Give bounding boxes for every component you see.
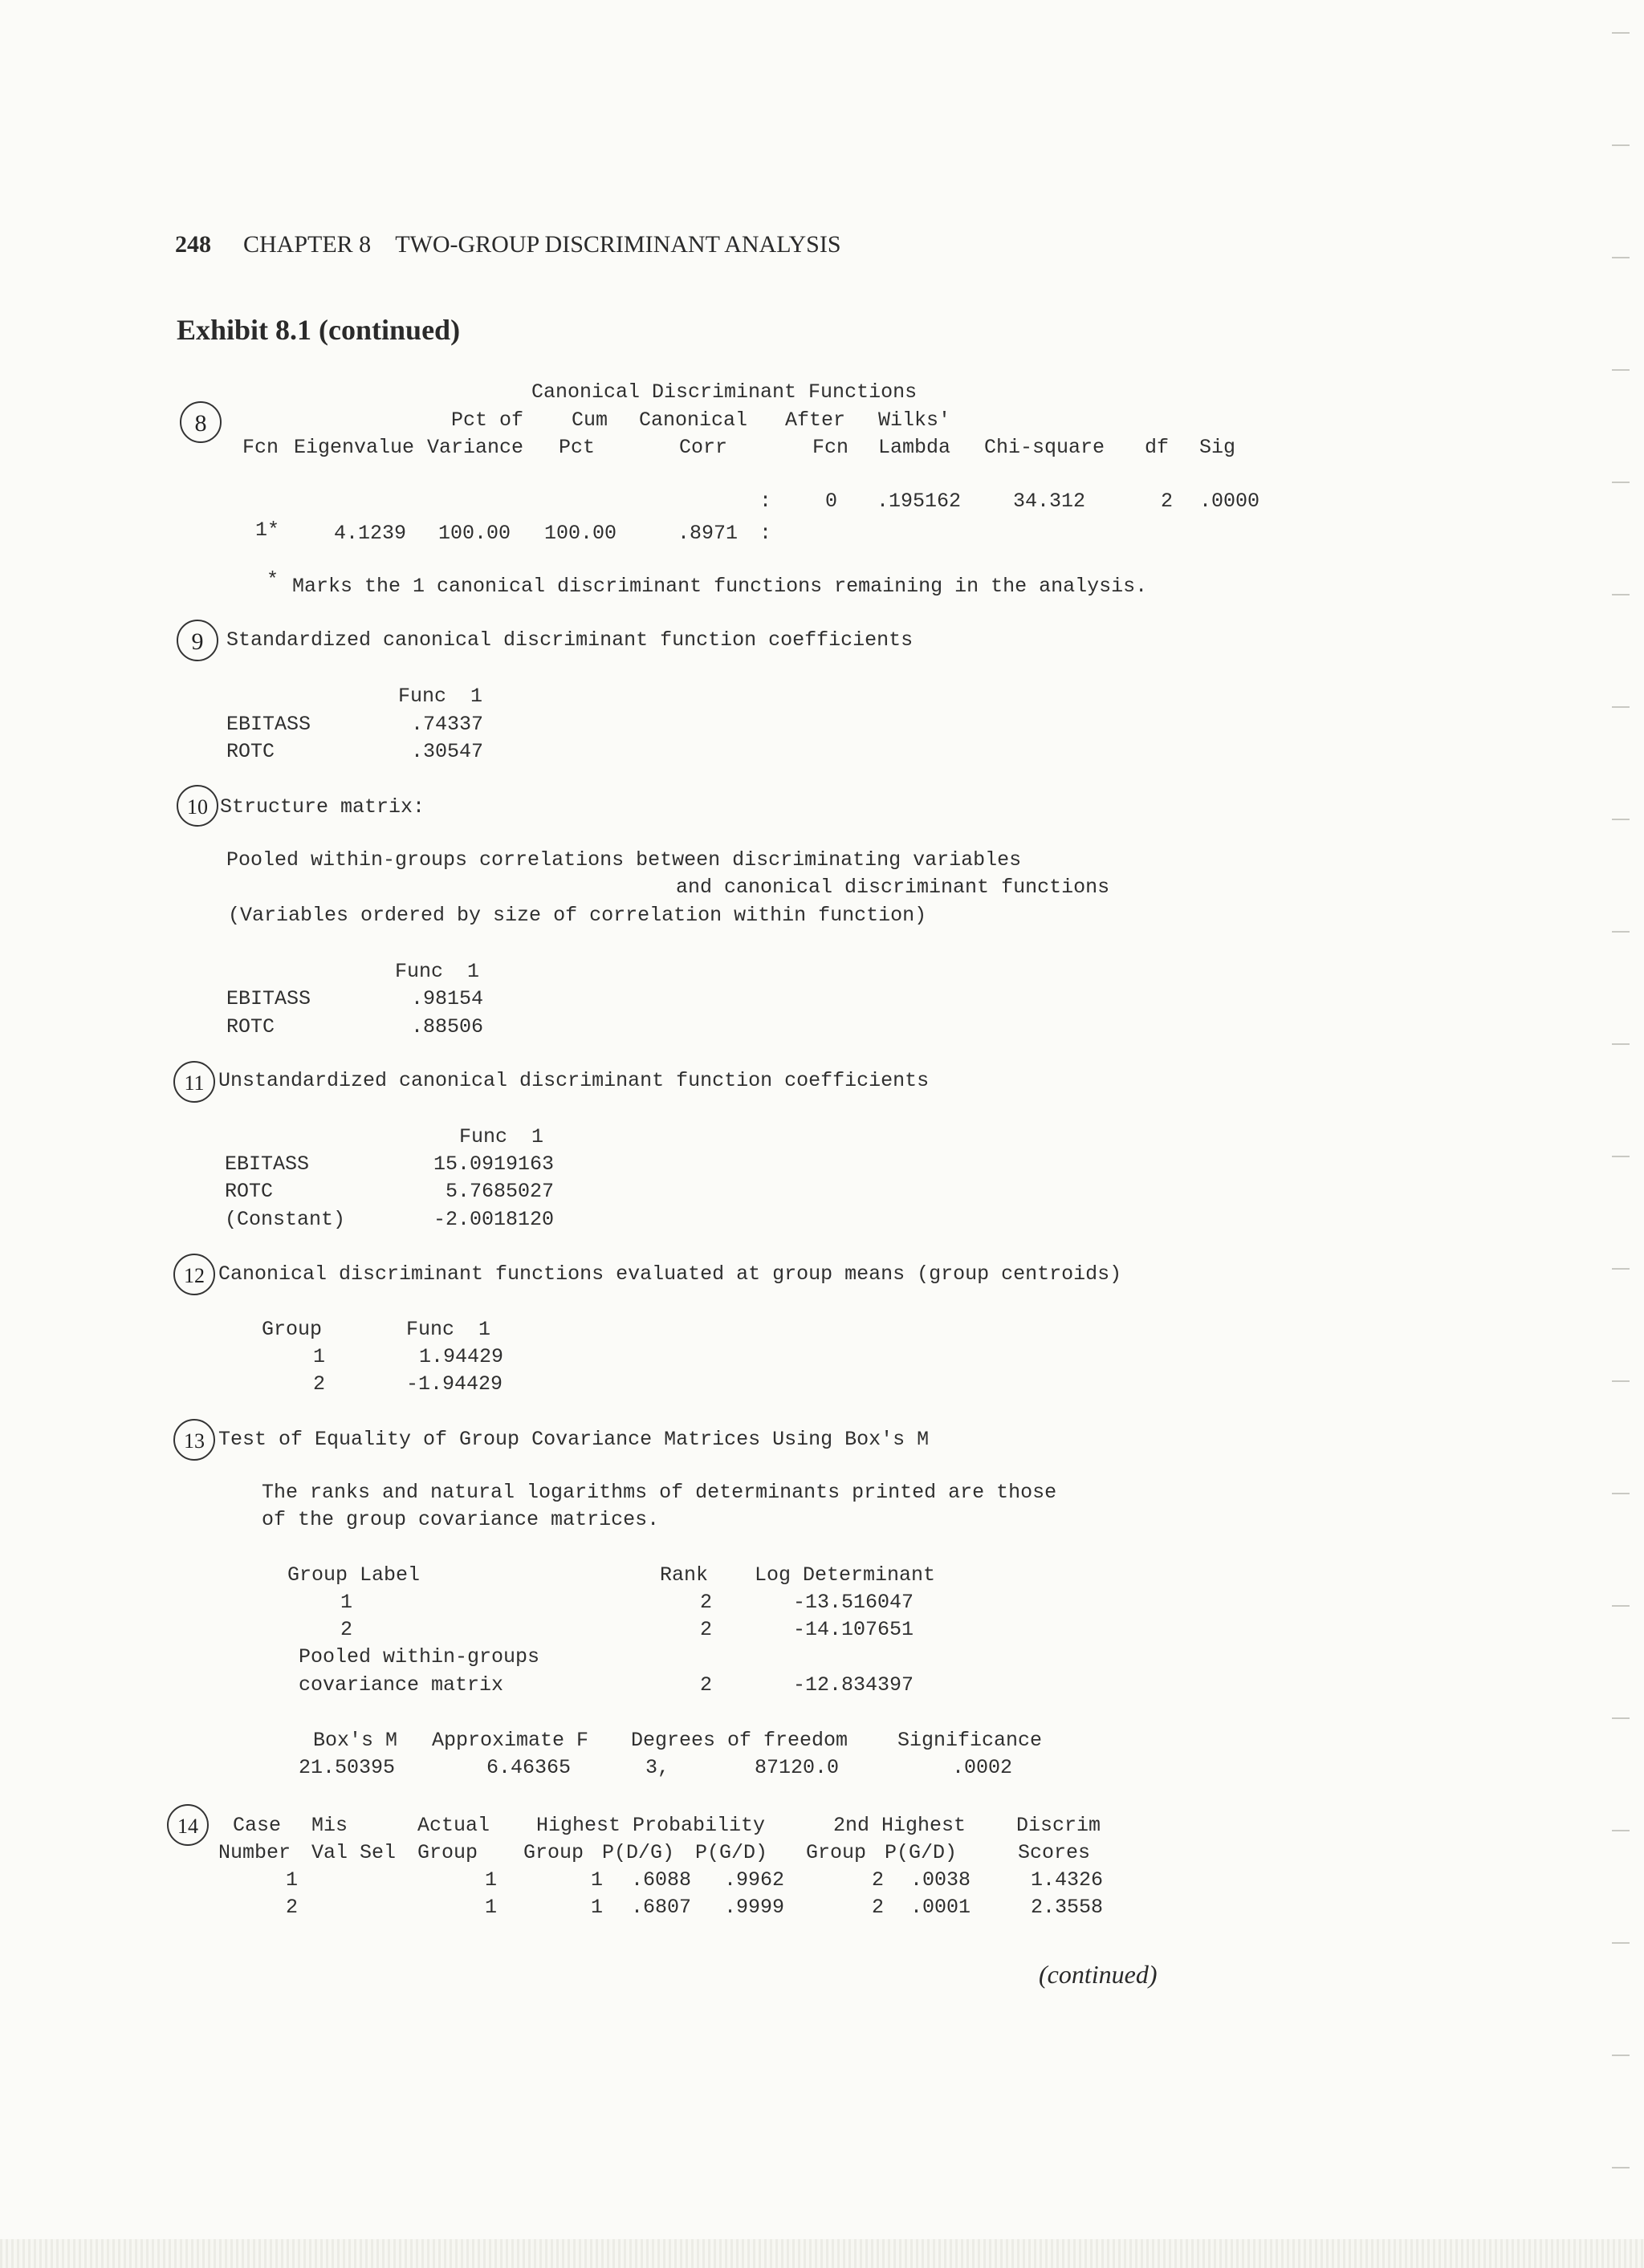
hdr-lambda: Lambda xyxy=(878,436,951,459)
hdr-variance: Variance xyxy=(427,436,524,459)
cases-h2-hgroup: Group xyxy=(523,1841,584,1864)
chapter-title: TWO-GROUP DISCRIMINANT ANALYSIS xyxy=(395,231,841,258)
case-1-number: 1 xyxy=(286,1868,299,1892)
fcn-row-cum: 100.00 xyxy=(544,522,617,545)
hdr-chisq: Chi-square xyxy=(984,436,1105,459)
structure-line-2: and canonical discriminant functions xyxy=(676,876,1110,899)
standardized-title: Standardized canonical discriminant function coefficients xyxy=(226,628,914,652)
section-marker-9: 9 xyxy=(177,620,218,661)
unstandardized-val-1: 15.0919163 xyxy=(433,1152,554,1176)
hdr-eigenvalue: Eigenvalue xyxy=(294,436,415,459)
cases-h1-case: Case xyxy=(233,1814,282,1837)
boxm-hdr-rank: Rank xyxy=(660,1563,709,1587)
boxm-logdet-1: -13.516047 xyxy=(793,1591,914,1614)
boxm-pooled-rank: 2 xyxy=(700,1673,713,1697)
fcn-row-colon: : xyxy=(759,522,772,545)
hdr-corr: Corr xyxy=(679,436,728,459)
case-2-p2: .0001 xyxy=(910,1896,971,1919)
structure-var-2: ROTC xyxy=(226,1015,275,1038)
wilks-fcn: 0 xyxy=(825,490,838,513)
hdr-fcn-after: Fcn xyxy=(812,436,849,459)
footnote-text: Marks the 1 canonical discriminant functions remaining in the analysis. xyxy=(292,575,1148,598)
boxm-pooled-logdet: -12.834397 xyxy=(793,1673,914,1697)
section-marker-14: 14 xyxy=(167,1804,209,1846)
boxm-logdet-2: -14.107651 xyxy=(793,1618,914,1641)
exhibit-title: Exhibit 8.1 (continued) xyxy=(177,314,461,346)
boxm-rank-2: 2 xyxy=(700,1618,713,1641)
case-2-pgd: .9999 xyxy=(724,1896,785,1919)
unstandardized-title: Unstandardized canonical discriminant function coefficients xyxy=(218,1069,930,1092)
case-2-score: 2.3558 xyxy=(1031,1896,1104,1919)
wilks-sig: .0000 xyxy=(1199,490,1260,513)
boxm-v-sig: .0002 xyxy=(952,1756,1013,1779)
chapter-label: CHAPTER 8 xyxy=(243,231,372,258)
cases-h2-number: Number xyxy=(218,1841,291,1864)
unstandardized-var-1: EBITASS xyxy=(225,1152,310,1176)
hdr-pct: Pct xyxy=(559,436,596,459)
wilks-df: 2 xyxy=(1161,490,1174,513)
boxm-v-dof1: 3, xyxy=(645,1756,670,1779)
section-marker-13: 13 xyxy=(173,1419,215,1461)
cases-h1-actual: Actual xyxy=(417,1814,490,1837)
centroids-group-1: 1 xyxy=(313,1345,326,1368)
centroids-title: Canonical discriminant functions evaluated at group means (group centroids) xyxy=(218,1262,1122,1286)
case-1-g2: 2 xyxy=(872,1868,885,1892)
unstandardized-col: Func 1 xyxy=(459,1125,544,1148)
canonical-functions-title: Canonical Discriminant Functions xyxy=(531,380,918,404)
structure-line-1: Pooled within-groups correlations between discriminating variables xyxy=(226,848,1022,872)
boxm-v-boxm: 21.50395 xyxy=(299,1756,396,1779)
hdr-sig: Sig xyxy=(1199,436,1236,459)
boxm-label-1: 1 xyxy=(340,1591,353,1614)
centroids-col-group: Group xyxy=(262,1318,323,1341)
hdr-fcn: Fcn xyxy=(242,436,279,459)
centroids-val-1: 1.94429 xyxy=(419,1345,504,1368)
case-2-pdg: .6807 xyxy=(631,1896,692,1919)
hdr-df: df xyxy=(1145,436,1170,459)
boxm-v-approxf: 6.46365 xyxy=(486,1756,572,1779)
case-1-pdg: .6088 xyxy=(631,1868,692,1892)
boxm-v-dof2: 87120.0 xyxy=(755,1756,840,1779)
structure-line-3: (Variables ordered by size of correlation within function) xyxy=(228,904,927,927)
boxm-h-dof: Degrees of freedom xyxy=(631,1729,848,1752)
fcn-row-eigen: 4.1239 xyxy=(334,522,407,545)
standardized-var-2: ROTC xyxy=(226,740,275,763)
cases-h2-pdg: P(D/G) xyxy=(602,1841,675,1864)
cases-h2-sgroup: Group xyxy=(806,1841,867,1864)
unstandardized-var-2: ROTC xyxy=(225,1180,274,1203)
unstandardized-val-2: 5.7685027 xyxy=(445,1180,554,1203)
case-1-group: 1 xyxy=(591,1868,604,1892)
standardized-col: Func 1 xyxy=(398,685,483,708)
running-header xyxy=(175,231,841,258)
cases-h2-pgd: P(G/D) xyxy=(695,1841,768,1864)
cases-h2-scores: Scores xyxy=(1018,1841,1091,1864)
case-1-actual: 1 xyxy=(485,1868,498,1892)
case-1-pgd: .9962 xyxy=(724,1868,785,1892)
centroids-group-2: 2 xyxy=(313,1372,326,1396)
page-number: 248 xyxy=(175,231,211,258)
case-1-score: 1.4326 xyxy=(1031,1868,1104,1892)
case-2-actual: 1 xyxy=(485,1896,498,1919)
hdr-canonical: Canonical xyxy=(639,408,748,432)
boxm-h-sig: Significance xyxy=(897,1729,1043,1752)
cases-h1-second: 2nd Highest xyxy=(833,1814,966,1837)
scan-noise xyxy=(0,2239,1644,2268)
boxm-title: Test of Equality of Group Covariance Matrices Using Box's M xyxy=(218,1428,930,1451)
section-marker-12: 12 xyxy=(173,1254,215,1295)
unstandardized-var-3: (Constant) xyxy=(225,1208,346,1231)
hdr-wilks: Wilks' xyxy=(878,408,951,432)
fcn-row-fcn: 1* xyxy=(255,518,280,542)
case-2-number: 2 xyxy=(286,1896,299,1919)
cases-h2-valsel: Val Sel xyxy=(311,1841,397,1864)
boxm-text-1: The ranks and natural logarithms of determinants printed are those xyxy=(262,1481,1057,1504)
cases-h1-discrim: Discrim xyxy=(1016,1814,1101,1837)
case-2-g2: 2 xyxy=(872,1896,885,1919)
cases-h2-group: Group xyxy=(417,1841,478,1864)
boxm-label-2: 2 xyxy=(340,1618,353,1641)
case-2-group: 1 xyxy=(591,1896,604,1919)
fcn-row-corr: .8971 xyxy=(678,522,739,545)
section-marker-11: 11 xyxy=(173,1061,215,1103)
boxm-hdr-label: Group Label xyxy=(287,1563,421,1587)
boxm-h-boxm: Box's M xyxy=(313,1729,398,1752)
boxm-pooled-2: covariance matrix xyxy=(299,1673,504,1697)
cases-h1-highest: Highest Probability xyxy=(536,1814,766,1837)
structure-col: Func 1 xyxy=(395,960,480,983)
boxm-pooled-1: Pooled within-groups xyxy=(299,1645,540,1668)
wilks-colon: : xyxy=(759,490,772,513)
standardized-var-1: EBITASS xyxy=(226,713,311,736)
structure-title: Structure matrix: xyxy=(220,795,425,819)
cases-h1-mis: Mis xyxy=(311,1814,348,1837)
structure-val-1: .98154 xyxy=(411,987,484,1010)
wilks-chisq: 34.312 xyxy=(1013,490,1086,513)
section-marker-8: 8 xyxy=(180,401,222,443)
boxm-h-approxf: Approximate F xyxy=(432,1729,589,1752)
wilks-lambda: .195162 xyxy=(877,490,962,513)
boxm-text-2: of the group covariance matrices. xyxy=(262,1508,660,1531)
standardized-val-1: .74337 xyxy=(411,713,484,736)
footnote-star: * xyxy=(267,568,279,591)
continued-note: (continued) xyxy=(1039,1960,1158,1989)
section-marker-10: 10 xyxy=(177,785,218,827)
centroids-val-2: -1.94429 xyxy=(406,1372,503,1396)
case-1-p2: .0038 xyxy=(910,1868,971,1892)
boxm-hdr-logdet: Log Determinant xyxy=(755,1563,936,1587)
boxm-rank-1: 2 xyxy=(700,1591,713,1614)
hdr-pct-of: Pct of xyxy=(451,408,524,432)
cases-h2-spgd: P(G/D) xyxy=(885,1841,958,1864)
structure-var-1: EBITASS xyxy=(226,987,311,1010)
structure-val-2: .88506 xyxy=(411,1015,484,1038)
standardized-val-2: .30547 xyxy=(411,740,484,763)
hdr-after: After xyxy=(785,408,846,432)
centroids-col-func: Func 1 xyxy=(406,1318,491,1341)
unstandardized-val-3: -2.0018120 xyxy=(433,1208,554,1231)
fcn-row-pct: 100.00 xyxy=(438,522,511,545)
hdr-cum: Cum xyxy=(572,408,608,432)
